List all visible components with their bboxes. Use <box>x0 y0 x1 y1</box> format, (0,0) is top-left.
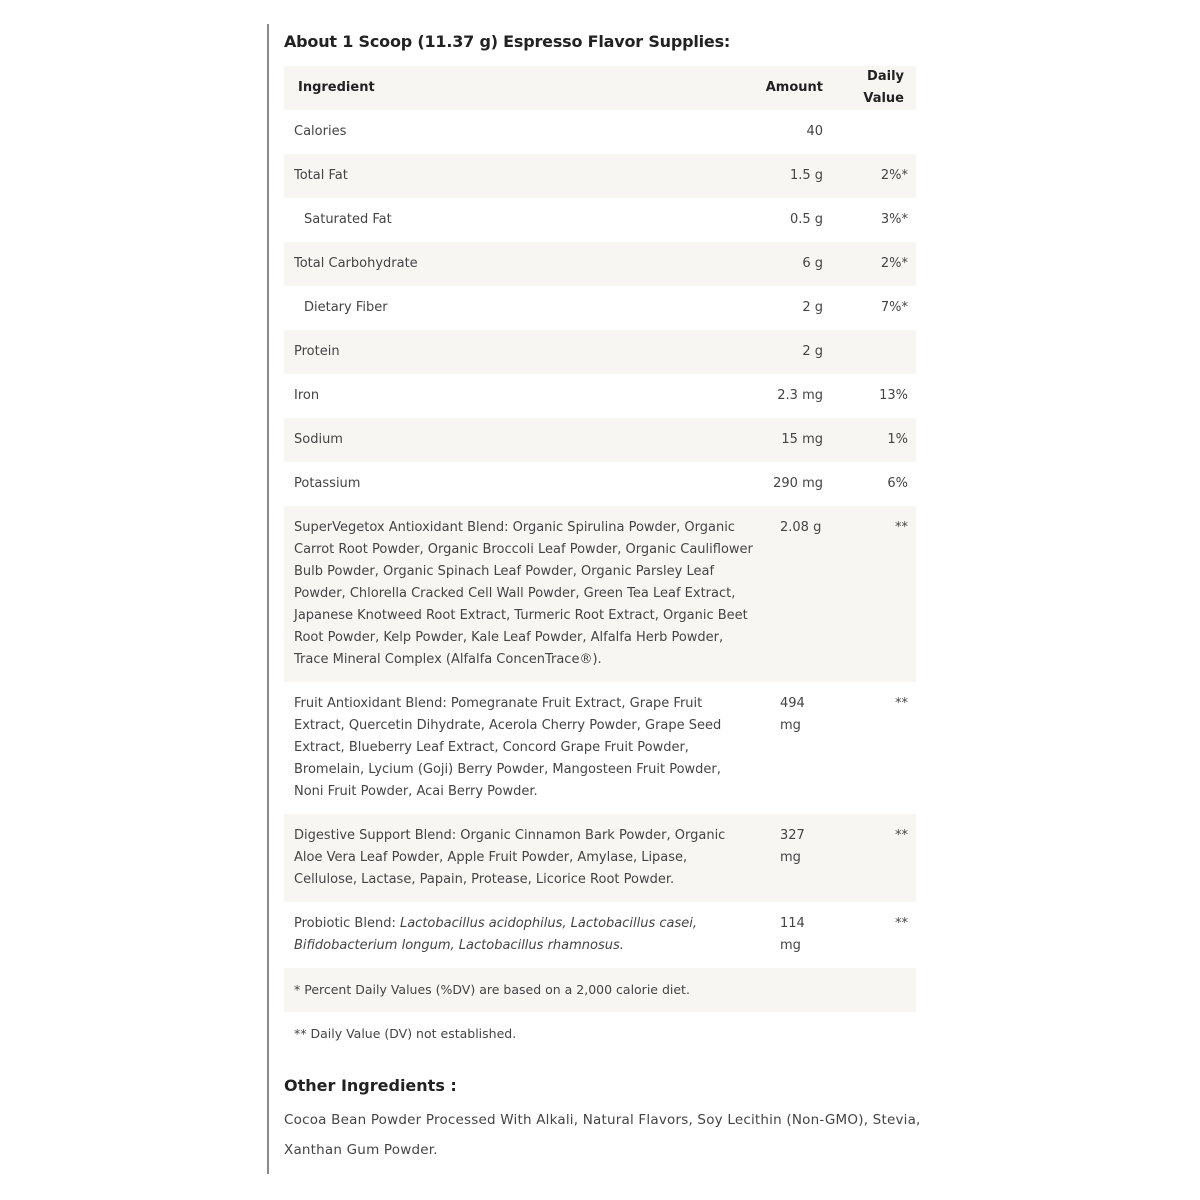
ingredient-daily-value: 2%* <box>880 256 908 271</box>
ingredient-amount: 2.3 mg <box>777 388 823 403</box>
ingredient-amount: 1.5 g <box>789 168 823 183</box>
ingredient-amount: 40 <box>806 124 823 139</box>
ingredient-name: Total Fat <box>294 168 348 183</box>
table-row <box>284 462 916 506</box>
footnote-row <box>284 1012 916 1056</box>
ingredient-daily-value: 13% <box>879 388 908 403</box>
ingredient-amount: 327 mg <box>780 828 805 865</box>
ingredient-amount: 2.08 g <box>780 520 822 535</box>
ingredient-amount: 0.5 g <box>789 212 823 227</box>
ingredient-amount: 2 g <box>802 300 823 315</box>
table-row <box>284 682 916 814</box>
ingredient-daily-value <box>823 330 916 374</box>
ingredient-name: Saturated Fat <box>304 212 392 227</box>
ingredient-daily-value: ** <box>895 520 908 535</box>
ingredient-name: Dietary Fiber <box>304 300 388 315</box>
ingredient-name: Total Carbohydrate <box>294 256 418 271</box>
ingredient-daily-value: 6% <box>887 476 908 491</box>
table-row <box>284 374 916 418</box>
ingredient-amount: 15 mg <box>781 432 823 447</box>
ingredient-name <box>284 902 754 968</box>
supplement-facts-title: About 1 Scoop (11.37 g) Espresso Flavor Supplies: <box>284 32 731 51</box>
table-row <box>284 330 916 374</box>
footnote-dv-not-established: ** Daily Value (DV) not established. <box>294 1026 517 1041</box>
table-row <box>284 506 916 682</box>
ingredient-daily-value: 2%* <box>880 168 908 183</box>
ingredient-daily-value: 3%* <box>880 212 908 227</box>
ingredient-name: SuperVegetox Antioxidant Blend: Organic Spirulina Powder, Organic Carrot Root Powder, Organic Broccoli Leaf Powder, Organic Cauliflower Bulb Powder, Organic Spinach Leaf Powder, Organic Parsley Leaf Powder, Chlorella Cracked Cell Wall Powder, Green Tea Leaf Extract, Japanese Knotweed Root Extract, Turmeric Root Extract, Organic Beet Root Powder, Kelp Powder, Kale Leaf Powder, Alfalfa Herb Powder, Trace Mineral Complex (Alfalfa ConcenTrace®). <box>294 520 753 667</box>
ingredient-name: Iron <box>294 388 320 403</box>
table-row <box>284 418 916 462</box>
ingredient-name: Sodium <box>294 432 343 447</box>
ingredient-name: Digestive Support Blend: Organic Cinnamon Bark Powder, Organic Aloe Vera Leaf Powder, Apple Fruit Powder, Amylase, Lipase, Cellulose, Lactase, Papain, Protease, Licorice Root Powder. <box>294 828 726 887</box>
ingredient-amount: 290 mg <box>773 476 823 491</box>
ingredient-daily-value: ** <box>895 828 908 843</box>
probiotic-label: Probiotic Blend: <box>294 916 400 931</box>
table-header-row <box>284 66 916 110</box>
other-ingredients-text: Cocoa Bean Powder Processed With Alkali, Natural Flavors, Soy Lecithin (Non-GMO), Stevia, Xanthan Gum Powder. <box>284 1112 921 1158</box>
ingredient-name: Potassium <box>294 476 361 491</box>
table-row <box>284 902 916 968</box>
ingredient-daily-value <box>823 110 916 154</box>
left-divider-line <box>267 24 269 1174</box>
ingredient-daily-value: 1% <box>887 432 908 447</box>
ingredient-daily-value: 7%* <box>880 300 908 315</box>
header-daily-value: Daily Value <box>863 69 904 106</box>
table-row <box>284 242 916 286</box>
other-ingredients-title: Other Ingredients : <box>284 1076 457 1095</box>
probiotic-strains: Lactobacillus acidophilus, Lactobacillus casei, Bifidobacterium longum, Lactobacillus rhamnosus. <box>294 916 698 953</box>
header-amount: Amount <box>765 80 823 95</box>
footnote-percent-dv: * Percent Daily Values (%DV) are based on a 2,000 calorie diet. <box>294 982 690 997</box>
ingredient-name: Fruit Antioxidant Blend: Pomegranate Fruit Extract, Grape Fruit Extract, Quercetin Dihydrate, Acerola Cherry Powder, Grape Seed Extract, Blueberry Leaf Extract, Concord Grape Fruit Powder, Bromelain, Lycium (Goji) Berry Powder, Mangosteen Fruit Powder, Noni Fruit Powder, Acai Berry Powder. <box>294 696 722 799</box>
ingredient-name: Calories <box>294 124 347 139</box>
ingredient-name: Protein <box>294 344 340 359</box>
table-row <box>284 814 916 902</box>
ingredient-amount: 114 mg <box>780 916 805 953</box>
table-row <box>284 154 916 198</box>
ingredient-daily-value: ** <box>895 916 908 931</box>
nutrition-table <box>284 66 916 1056</box>
ingredient-amount: 2 g <box>802 344 823 359</box>
table-row <box>284 286 916 330</box>
header-ingredient: Ingredient <box>298 80 375 95</box>
ingredient-amount: 494 mg <box>780 696 805 733</box>
ingredient-amount: 6 g <box>802 256 823 271</box>
table-row <box>284 110 916 154</box>
footnote-row <box>284 968 916 1012</box>
ingredient-daily-value: ** <box>895 696 908 711</box>
table-row <box>284 198 916 242</box>
